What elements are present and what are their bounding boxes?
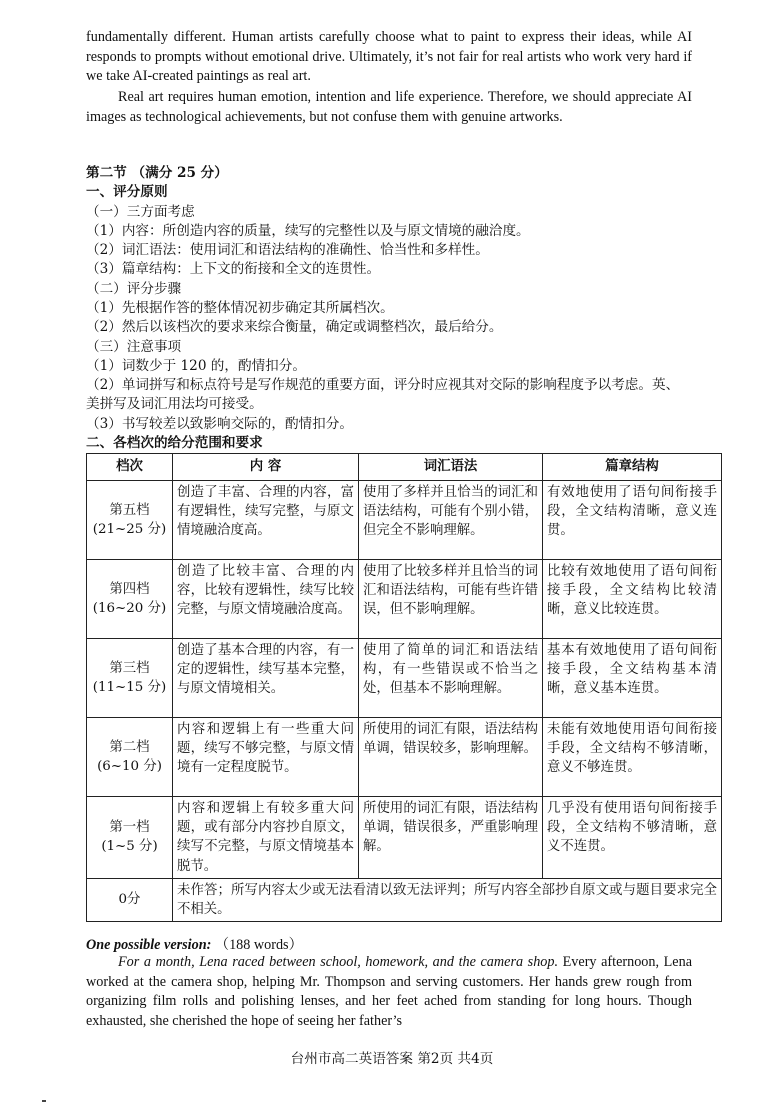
subheading-scoring-steps: （二）评分步骤 — [86, 281, 182, 297]
grammar-cell: 所使用的词汇有限，语法结构单调，错误很多，严重影响理解。 — [359, 797, 543, 879]
essay-paragraph-1: fundamentally different. Human artists carefully choose what to paint to express their ideas, while AI responds to prompts without emotional drive. Ultimately, it’s not fair for real artists who work very hard if we take AI-created paintings as real art. — [86, 29, 692, 84]
step-item: （2）然后以该档次的要求来综合衡量，确定或调整档次，最后给分。 — [86, 319, 503, 335]
grammar-cell: 使用了比较多样并且恰当的词汇和语法结构，可能有些许错误，但不影响理解。 — [359, 560, 543, 639]
sample-word-count: （188 words） — [214, 937, 303, 953]
structure-cell: 未能有效地使用语句间衔接手段，全文结构不够清晰，意义不够连贯。 — [543, 718, 722, 797]
structure-cell: 基本有效地使用了语句间衔接手段，全文结构基本清晰，意义基本连贯。 — [543, 639, 722, 718]
heading-grade-ranges: 二、各档次的给分范围和要求 — [86, 435, 263, 451]
zero-description-cell: 未作答；所写内容太少或无法看清以致无法评判；所写内容全部抄自原文或与题目要求完全不相关。 — [173, 878, 722, 921]
scan-speck — [42, 1100, 46, 1102]
table-header-row — [87, 454, 722, 481]
step-item: （1）先根据作答的整体情况初步确定其所属档次。 — [86, 300, 394, 316]
content-cell: 内容和逻辑上有一些重大问题，续写不够完整，与原文情境有一定程度脱节。 — [173, 718, 359, 797]
table-row — [87, 560, 722, 639]
note-item: （3）书写较差以致影响交际的，酌情扣分。 — [86, 416, 353, 432]
content-cell: 创造了基本合理的内容，有一定的逻辑性，续写基本完整，与原文情境相关。 — [173, 639, 359, 718]
sample-lead-sentence: For a month, Lena raced between school, homework, and the camera shop. — [118, 954, 559, 970]
grammar-cell: 使用了简单的词汇和语法结构，有一些错误或不恰当之处，但基本不影响理解。 — [359, 639, 543, 718]
table-row — [87, 639, 722, 718]
header-content: 内 容 — [173, 454, 359, 481]
note-item: （2）单词拼写和标点符号是写作规范的重要方面，评分时应视其对交际的影响程度予以考虑。英、美拼写及词汇用法均可接受。 — [86, 377, 680, 412]
aspect-item: （1）内容：所创造内容的质量，续写的完整性以及与原文情境的融洽度。 — [86, 223, 530, 239]
level-cell: 第一档 (1~5 分) — [87, 797, 173, 879]
level-cell: 第四档 (16~20 分) — [87, 560, 173, 639]
section-title: 第二节 （满分 25 分） — [86, 165, 228, 181]
structure-cell: 比较有效地使用了语句间衔接手段，全文结构比较清晰，意义比较连贯。 — [543, 560, 722, 639]
table-row — [87, 797, 722, 879]
grading-table — [86, 453, 722, 922]
header-level: 档次 — [87, 454, 173, 481]
sample-essay — [86, 953, 692, 1031]
aspect-item: （3）篇章结构：上下文的衔接和全文的连贯性。 — [86, 261, 381, 277]
header-grammar: 词汇语法 — [359, 454, 543, 481]
sample-heading — [86, 934, 303, 954]
subheading-three-aspects: （一）三方面考虑 — [86, 204, 195, 220]
subheading-notes: （三）注意事项 — [86, 339, 182, 355]
level-cell: 第二档 (6~10 分) — [87, 718, 173, 797]
level-cell: 第三档 (11~15 分) — [87, 639, 173, 718]
table-row — [87, 718, 722, 797]
table-row — [87, 481, 722, 560]
sample-label: One possible version: — [86, 937, 212, 953]
content-cell: 创造了丰富、合理的内容，富有逻辑性，续写完整，与原文情境融洽度高。 — [173, 481, 359, 560]
content-cell: 创造了比较丰富、合理的内容，比较有逻辑性，续写比较完整，与原文情境融洽度高。 — [173, 560, 359, 639]
page-footer: 台州市高二英语答案 第2页 共4页 — [290, 1051, 494, 1067]
aspect-item: （2）词汇语法：使用词汇和语法结构的准确性、恰当性和多样性。 — [86, 242, 489, 258]
grammar-cell: 使用了多样并且恰当的词汇和语法结构，可能有个别小错，但完全不影响理解。 — [359, 481, 543, 560]
structure-cell: 有效地使用了语句间衔接手段，全文结构清晰，意义连贯。 — [543, 481, 722, 560]
note-item: （1）词数少于 120 的，酌情扣分。 — [86, 358, 306, 374]
structure-cell: 几乎没有使用语句间衔接手段，全文结构不够清晰，意义不连贯。 — [543, 797, 722, 879]
content-cell: 内容和逻辑上有较多重大问题，或有部分内容抄自原文，续写不完整，与原文情境基本脱节。 — [173, 797, 359, 879]
grammar-cell: 所使用的词汇有限，语法结构单调，错误较多，影响理解。 — [359, 718, 543, 797]
header-structure: 篇章结构 — [543, 454, 722, 481]
sample-body: Every afternoon, Lena worked at the camera shop, helping Mr. Thompson and serving customers. Her hands grew rough from organizing film rolls and polishing lenses, and her feet ached from standing for long hours. Though exhausted, she cherished the hope of seeing her father’s — [86, 954, 692, 1029]
level-cell: 0分 — [87, 878, 173, 921]
table-row-zero — [87, 878, 722, 921]
level-cell: 第五档 (21~25 分) — [87, 481, 173, 560]
essay-paragraph-2: Real art requires human emotion, intention and life experience. Therefore, we should appreciate AI images as technological achievements, but not confuse them with genuine artworks. — [86, 89, 692, 125]
heading-scoring-principles: 一、评分原则 — [86, 184, 168, 200]
